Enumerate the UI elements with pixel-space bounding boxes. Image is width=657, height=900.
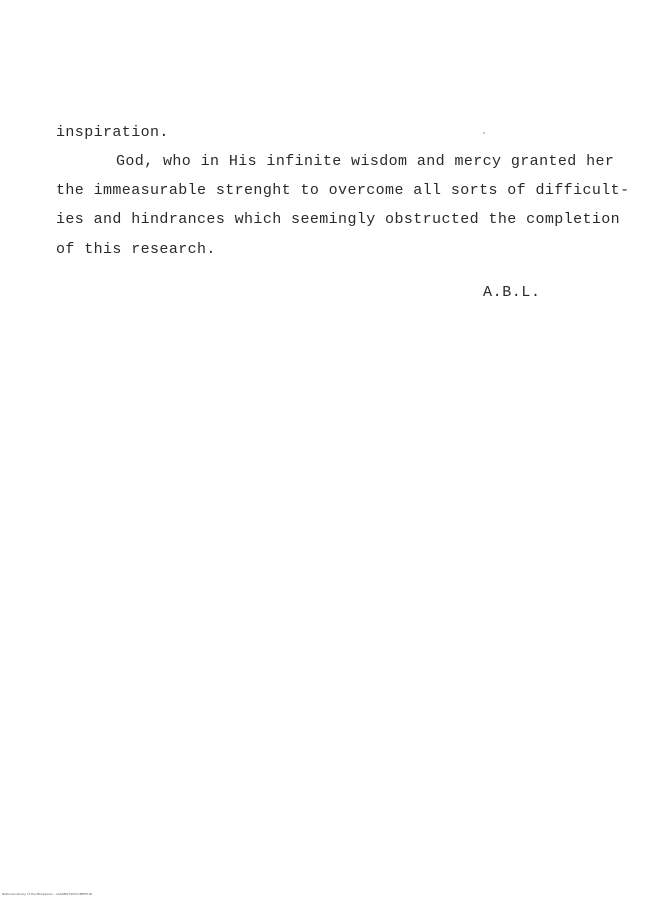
body-line-4: ies and hindrances which seemingly obstructed the completion [56, 211, 621, 228]
body-line-5: of this research. [56, 241, 216, 258]
signature-initials: A.B.L. [483, 284, 541, 301]
body-line-3: the immeasurable strenght to overcome all sorts of difficult- [56, 182, 630, 199]
scan-footer-text: National Library of the Philippines · ALANNOT.DOCUMENT.ID [2, 892, 93, 896]
body-line-2: God, who in His infinite wisdom and mercy granted her [116, 153, 615, 170]
body-line-1: inspiration. [56, 124, 169, 141]
scan-speck [483, 132, 485, 134]
